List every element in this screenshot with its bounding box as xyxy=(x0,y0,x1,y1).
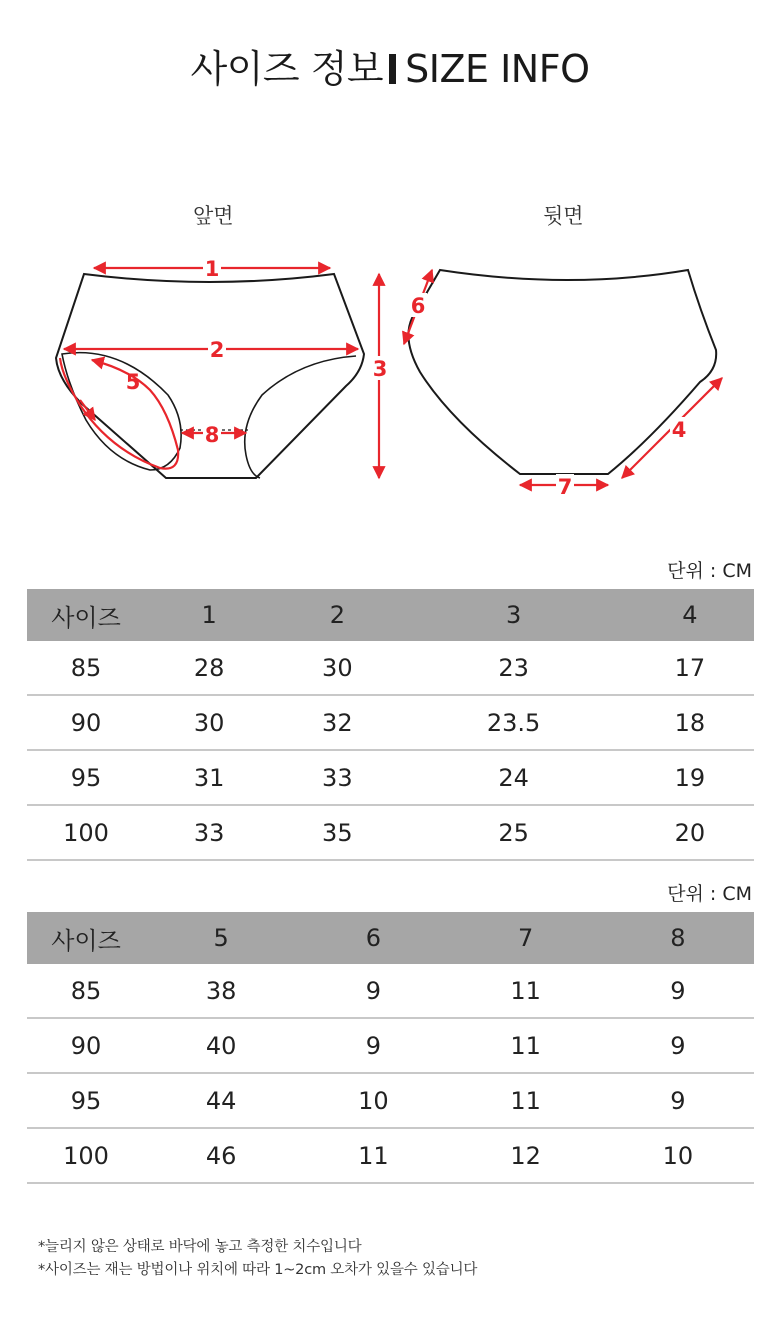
table-cell: 25 xyxy=(401,805,625,860)
marker-2: 2 xyxy=(209,338,225,362)
table-cell: 38 xyxy=(145,964,297,1018)
unit-label-2: 단위 : CM xyxy=(667,883,752,905)
front-garment-outline xyxy=(56,274,364,478)
table-cell: 28 xyxy=(145,641,273,695)
table-cell: 19 xyxy=(626,750,754,805)
table-cell: 23.5 xyxy=(401,695,625,750)
page-title xyxy=(0,38,780,93)
marker-1: 1 xyxy=(204,257,220,281)
size-table-1 xyxy=(27,589,754,861)
header-col: 2 xyxy=(273,589,401,641)
back-view-label: 뒷면 xyxy=(543,204,584,228)
header-col: 3 xyxy=(401,589,625,641)
unit-label-1: 단위 : CM xyxy=(667,560,752,582)
table-row xyxy=(27,1073,754,1128)
table-cell: 9 xyxy=(297,1018,449,1073)
table-cell: 17 xyxy=(626,641,754,695)
note-measurement: *늘리지 않은 상태로 바닥에 놓고 측정한 치수입니다 xyxy=(38,1239,362,1255)
header-size: 사이즈 xyxy=(27,589,145,641)
table-row xyxy=(27,964,754,1018)
table-cell: 32 xyxy=(273,695,401,750)
table-cell: 24 xyxy=(401,750,625,805)
table-cell: 100 xyxy=(27,1128,145,1183)
back-garment-outline xyxy=(408,270,716,474)
table-row xyxy=(27,1128,754,1183)
table-header-row xyxy=(27,912,754,964)
header-size: 사이즈 xyxy=(27,912,145,964)
table-row xyxy=(27,641,754,695)
table-cell: 85 xyxy=(27,641,145,695)
table-cell: 18 xyxy=(626,695,754,750)
table-cell: 90 xyxy=(27,1018,145,1073)
table-cell: 10 xyxy=(602,1128,754,1183)
title-english: SIZE INFO xyxy=(405,47,590,91)
title-korean: 사이즈 정보 xyxy=(190,47,384,91)
table-cell: 85 xyxy=(27,964,145,1018)
table-cell: 9 xyxy=(602,1018,754,1073)
table-cell: 20 xyxy=(626,805,754,860)
header-col: 5 xyxy=(145,912,297,964)
table-cell: 90 xyxy=(27,695,145,750)
table-cell: 11 xyxy=(450,1073,602,1128)
table-cell: 10 xyxy=(297,1073,449,1128)
table-cell: 11 xyxy=(297,1128,449,1183)
measurement-arrows xyxy=(60,268,722,485)
table-cell: 33 xyxy=(145,805,273,860)
table-cell: 31 xyxy=(145,750,273,805)
table-cell: 9 xyxy=(602,964,754,1018)
table-cell: 95 xyxy=(27,750,145,805)
header-col: 7 xyxy=(450,912,602,964)
title-divider xyxy=(389,54,396,84)
table-cell: 100 xyxy=(27,805,145,860)
table-header-row xyxy=(27,589,754,641)
table-cell: 23 xyxy=(401,641,625,695)
table-cell: 46 xyxy=(145,1128,297,1183)
table-row xyxy=(27,750,754,805)
table-cell: 44 xyxy=(145,1073,297,1128)
marker-7: 7 xyxy=(557,475,573,499)
table-row xyxy=(27,695,754,750)
table-cell: 30 xyxy=(145,695,273,750)
marker-6: 6 xyxy=(410,294,426,318)
table-row xyxy=(27,1018,754,1073)
note-tolerance: *사이즈는 재는 방법이나 위치에 따라 1~2cm 오차가 있을수 있습니다 xyxy=(38,1262,478,1278)
marker-3: 3 xyxy=(372,357,388,381)
header-col: 4 xyxy=(626,589,754,641)
table-cell: 35 xyxy=(273,805,401,860)
table-cell: 30 xyxy=(273,641,401,695)
table-cell: 12 xyxy=(450,1128,602,1183)
table-cell: 9 xyxy=(297,964,449,1018)
size-table-2 xyxy=(27,912,754,1184)
measurement-diagram xyxy=(0,240,780,500)
header-col: 6 xyxy=(297,912,449,964)
marker-4: 4 xyxy=(671,418,687,442)
header-col: 8 xyxy=(602,912,754,964)
front-view-label: 앞면 xyxy=(193,204,234,228)
table-cell: 9 xyxy=(602,1073,754,1128)
table-cell: 40 xyxy=(145,1018,297,1073)
marker-5: 5 xyxy=(125,370,141,394)
table-cell: 95 xyxy=(27,1073,145,1128)
table-row xyxy=(27,805,754,860)
header-col: 1 xyxy=(145,589,273,641)
table-cell: 33 xyxy=(273,750,401,805)
table-cell: 11 xyxy=(450,964,602,1018)
marker-8: 8 xyxy=(204,423,220,447)
table-cell: 11 xyxy=(450,1018,602,1073)
